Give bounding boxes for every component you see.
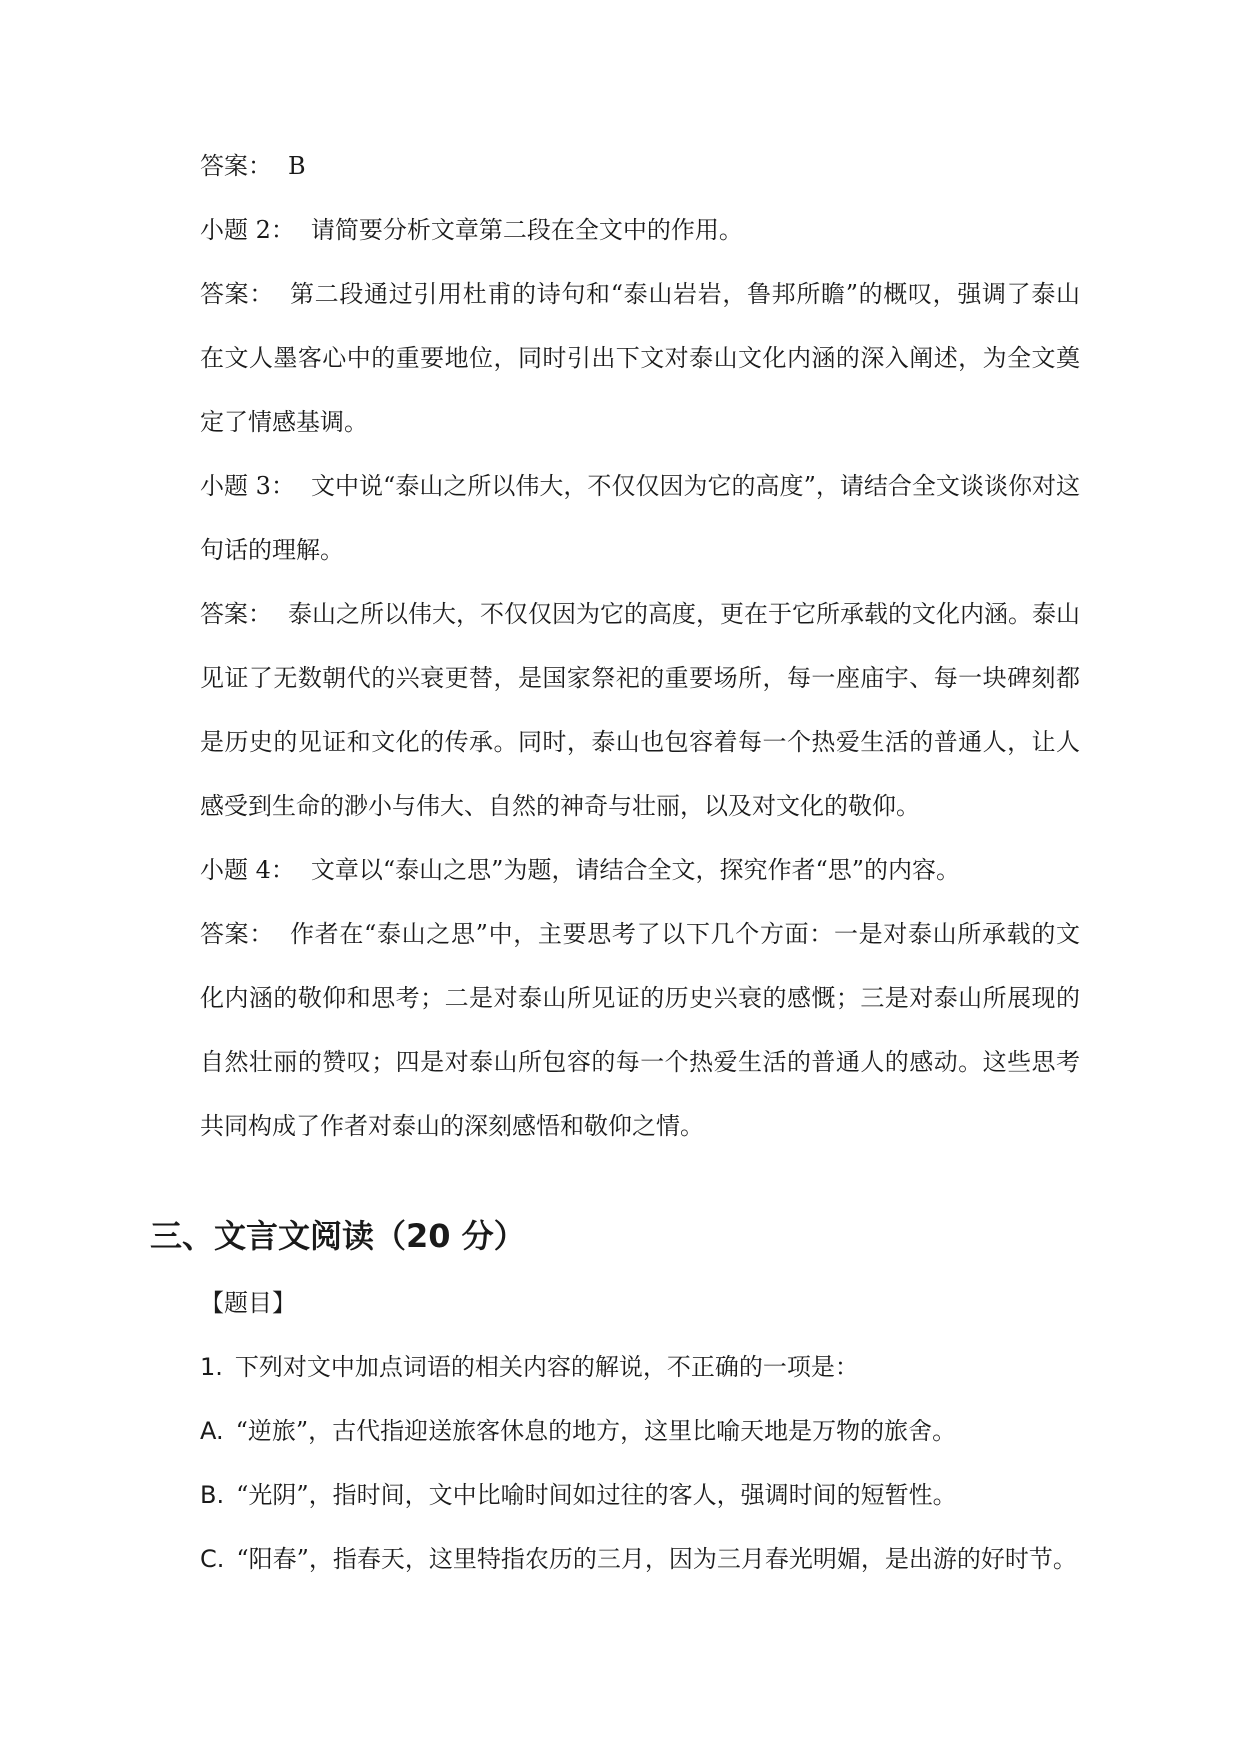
question-text: 文章以“泰山之思”为题，请结合全文，探究作者“思”的内容。 (310, 856, 960, 884)
question-2 (200, 198, 1080, 262)
question-4 (200, 838, 1080, 902)
answer-text: 泰山之所以伟大，不仅仅因为它的高度，更在于它所承载的文化内涵。泰山见证了无数朝代的兴衰更替，是国家祭祀的重要场所，每一座庙宇、每一块碑刻都是历史的见证和文化的传承。同时，泰山也包容着每一个热爱生活的普通人，让人感受到生命的渺小与伟大、自然的神奇与壮丽，以及对文化的敬仰。 (200, 600, 1080, 820)
answer-label: 答案： (200, 920, 275, 948)
option-text: “阳春”，指春天，这里特指农历的三月，因为三月春光明媚，是出游的好时节。 (236, 1545, 1077, 1573)
option-letter: A. (200, 1417, 224, 1445)
answer-label: 答案： (200, 280, 275, 308)
question-3 (200, 454, 1080, 582)
question-label: 小题 4： (200, 856, 295, 884)
option-letter: B. (200, 1481, 225, 1509)
option-a (200, 1411, 1100, 1451)
answer-text: 第二段通过引用杜甫的诗句和“泰山岩岩，鲁邦所瞻”的概叹，强调了泰山在文人墨客心中的重要地位，同时引出下文对泰山文化内涵的深入阐述，为全文奠定了情感基调。 (200, 280, 1080, 436)
option-text: “逆旅”，古代指迎送旅客休息的地方，这里比喻天地是万物的旅舍。 (235, 1417, 957, 1445)
option-letter: C. (200, 1545, 225, 1573)
q3-answer (200, 582, 1080, 838)
answer-label: 答案： (200, 600, 272, 628)
question-number: 1. (200, 1353, 223, 1381)
question-label: 小题 2： (200, 216, 295, 244)
question-1 (200, 1347, 1100, 1387)
answer-label: 答案： (200, 152, 272, 180)
question-text: 请简要分析文章第二段在全文中的作用。 (310, 216, 743, 244)
option-c (200, 1539, 1100, 1579)
option-text: “光阴”，指时间，文中比喻时间如过往的客人，强调时间的短暂性。 (236, 1481, 957, 1509)
section-heading: 三、文言文阅读（20 分） (150, 1217, 526, 1255)
question-label: 小题 3： (200, 472, 295, 500)
question-text: 文中说“泰山之所以伟大，不仅仅因为它的高度”，请结合全文谈谈你对这句话的理解。 (200, 472, 1080, 564)
option-b (200, 1475, 1100, 1515)
q2-answer (200, 262, 1080, 454)
q1-answer (200, 134, 1080, 198)
q4-answer (200, 902, 1080, 1158)
answer-text: B (288, 152, 306, 180)
question-tag: 【题目】 (200, 1289, 296, 1317)
answer-text: 作者在“泰山之思”中，主要思考了以下几个方面：一是对泰山所承载的文化内涵的敬仰和思考；二是对泰山所见证的历史兴衰的感慨；三是对泰山所展现的自然壮丽的赞叹；四是对泰山所包容的每一个热爱生活的普通人的感动。这些思考共同构成了作者对泰山的深刻感悟和敬仰之情。 (200, 920, 1080, 1140)
question-text: 下列对文中加点词语的相关内容的解说，不正确的一项是： (234, 1353, 859, 1381)
